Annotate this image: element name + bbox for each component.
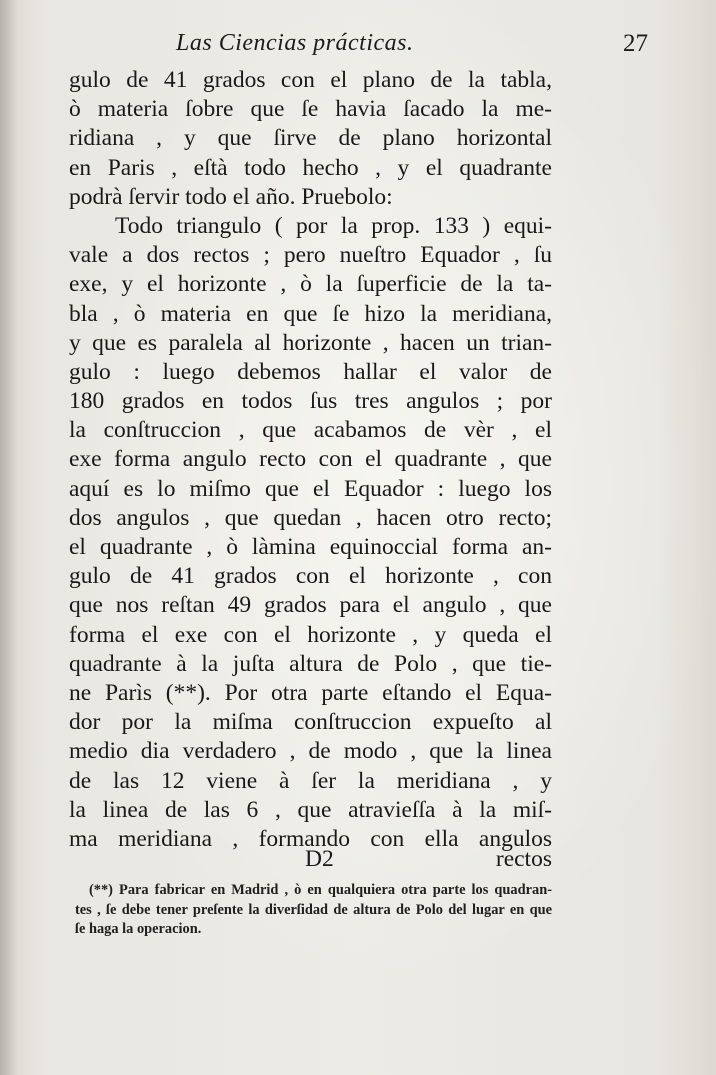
- footnote: [75, 881, 552, 940]
- text-line: dor por la miſma conſtruccion expueſto al: [69, 709, 552, 736]
- text-line: la conſtruccion , que acabamos de vèr , el: [69, 417, 552, 444]
- footnote-line: tes , ſe debe tener preſente la diverſidad de altura de Polo del lugar en que: [75, 901, 552, 918]
- gutter-shadow: [0, 0, 18, 1075]
- text-line: forma el exe con el horizonte , y queda el: [69, 621, 552, 648]
- text-line: bla , ò materia en que ſe hizo la meridiana,: [69, 300, 552, 327]
- text-line: podrà ſervir todo el año. Pruebolo:: [69, 183, 393, 210]
- running-head: [176, 30, 648, 64]
- text-line: quadrante à la juſta altura de Polo , que tie-: [69, 650, 552, 677]
- text-line: que nos reſtan 49 grados para el angulo , que: [69, 592, 552, 619]
- text-line: exe, y el horizonte , ò la ſuperficie de la ta-: [69, 271, 552, 298]
- text-line: ò materia ſobre que ſe havia ſacado la me-: [69, 96, 552, 123]
- signature-line: [69, 846, 552, 876]
- body-text: [69, 66, 552, 854]
- text-line: medio dia verdadero , de modo , que la linea: [69, 738, 552, 765]
- text-line: gulo de 41 grados con el horizonte , con: [69, 563, 552, 590]
- text-line: vale a dos rectos ; pero nueſtro Equador , ſu: [69, 242, 552, 269]
- text-line: exe forma angulo recto con el quadrante , que: [69, 446, 552, 473]
- page-number: 27: [623, 30, 648, 57]
- text-line: dos angulos , que quedan , hacen otro recto;: [69, 504, 552, 531]
- running-title: Las Ciencias prácticas.: [176, 30, 414, 56]
- text-line: ma meridiana , formando con ella angulos: [69, 825, 552, 852]
- footnote-line: ſe haga la operacion.: [75, 921, 202, 937]
- text-line: el quadrante , ò làmina equinoccial forma an-: [69, 534, 552, 560]
- text-line: de las 12 viene à ſer la meridiana , y: [69, 767, 552, 794]
- text-line: en Paris , eſtà todo hecho , y el quadrante: [69, 154, 552, 181]
- footnote-line: (**) Para fabricar en Madrid , ò en qualquiera otra parte los quadran-: [89, 882, 552, 898]
- text-line: aquí es lo miſmo que el Equador : luego los: [69, 475, 552, 502]
- paragraph-start-line: Todo triangulo ( por la prop. 133 ) equi-: [115, 212, 552, 239]
- text-line: y que es paralela al horizonte , hacen un trian-: [69, 329, 552, 356]
- text-line: gulo : luego debemos hallar el valor de: [69, 358, 552, 385]
- text-line: ne Parìs (**). Por otra parte eſtando el Equa-: [69, 679, 552, 706]
- text-line: la linea de las 6 , que atravieſſa à la miſ-: [69, 796, 552, 823]
- text-line: 180 grados en todos ſus tres angulos ; por: [69, 388, 552, 415]
- signature-mark: D2: [305, 846, 334, 872]
- catchword: rectos: [495, 846, 552, 872]
- text-line: ridiana , y que ſirve de plano horizontal: [69, 125, 552, 152]
- text-line: gulo de 41 grados con el plano de la tabla,: [69, 67, 552, 93]
